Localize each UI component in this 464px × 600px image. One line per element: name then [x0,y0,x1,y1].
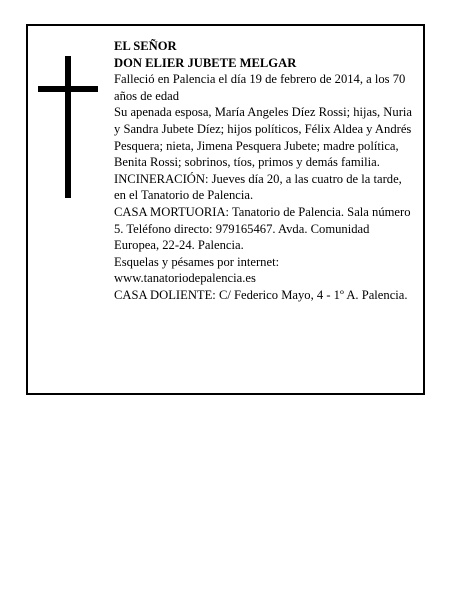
obituary-notice [26,24,425,395]
mortuary-info: CASA MORTUORIA: Tanatorio de Palencia. Sala número 5. Teléfono directo: 979165467. Avda. Comunidad Europea, 22-24. Palencia. [114,204,411,253]
home-address: CASA DOLIENTE: C/ Federico Mayo, 4 - 1º A. Palencia. [114,287,408,302]
deceased-name: DON ELIER JUBETE MELGAR [114,55,297,70]
cross-horizontal-bar [38,86,98,92]
death-statement: Falleció en Palencia el día 19 de febrero de 2014, a los 70 años de edad [114,72,406,103]
family-list: Su apenada esposa, María Angeles Díez Rossi; hijas, Nuria y Sandra Jubete Díez; hijos políticos, Félix Aldea y Andrés Pesquera; nieta, Jimena Pesquera Jubete; madre política, Benita Rossi; sobrinos, tíos, primos y demás familia. [114,105,412,170]
condolences-label: Esquelas y pésames por internet: [114,254,280,269]
cremation-info: INCINERACIÓN: Jueves día 20, a las cuatro de la tarde, en el Tanatorio de Palencia. [114,171,402,203]
cross-icon [38,56,98,198]
notice-title-line1: EL SEÑOR [114,39,177,53]
cross-vertical-bar [65,56,71,198]
condolences-url: www.tanatoriodepalencia.es [114,271,256,286]
notice-text [114,38,416,304]
